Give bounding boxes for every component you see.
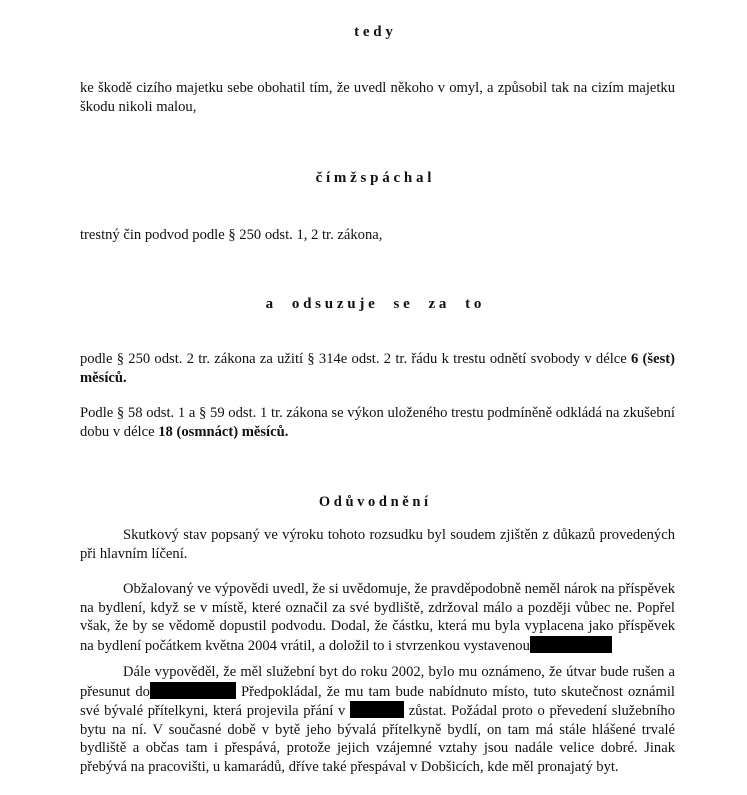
testimony-part-a: Dále vypověděl, že měl služební byt do roku 2002, bylo mu oznámeno, že útvar bude rušen a přesunut do <box>80 664 675 700</box>
redaction-block <box>350 701 404 718</box>
paragraph-probation <box>80 404 675 441</box>
testimony-part-b: Předpokládal, že mu tam bude nabídnuto místo, tuto skutečnost oznámil své bývalé přítelkyni, která projevila přání v <box>80 683 675 720</box>
redaction-block <box>150 682 236 699</box>
heading-odsuzuje: a o d s u z u j e s e z a t o <box>265 296 482 312</box>
testimony-part-c: zůstat. Požádal proto o převedení služebního bytu na ní. V současné době v bytě jeho bývalá přítelkyně bydlí, on tam má stále hlášené trvalé bydliště a občas tam i přespává, protože jejich vzájemné vztahy jsou nadále velice dobré. Jinak přebývá na pracovišti, u kamarádů, dříve také přespával v Dobšicích, kde měl pronajatý byt. <box>80 703 676 775</box>
sentence-text: podle § 250 odst. 2 tr. zákona za užití § 314e odst. 2 tr. řádu k trestu odnětí svobody v délce <box>80 351 627 367</box>
paragraph-crime: trestný čin podvod podle § 250 odst. 1, 2 tr. zákona, <box>80 227 383 243</box>
paragraph-testimony-continued <box>80 663 675 777</box>
paragraph-facts: Skutkový stav popsaný ve výroku tohoto rozsudku byl soudem zjištěn z důkazů provedených při hlavním líčení. <box>80 527 675 562</box>
heading-tedy: t e d y <box>354 24 393 40</box>
paragraph-testimony <box>80 580 675 655</box>
testimony-text: Obžalovaný ve výpovědi uvedl, že si uvědomuje, že pravděpodobně neměl nárok na příspěvek na bydlení, když se v místě, které označil za své bydliště, zdržoval málo a později vůbec ne. Popřel však, že by se vědomě dopustil podvodu. Dodal, že částku, která mu byla vyplacena jako příspěvek na bydlení počátkem května 2004 vrátil, a doložil to i stvrzenkou vystavenou <box>80 581 675 654</box>
paragraph-sentence <box>80 350 675 387</box>
heading-oduvodneni: O d ů v o d n ě n í <box>318 494 429 510</box>
paragraph-damage: ke škodě cizího majetku sebe obohatil tím, že uvedl někoho v omyl, a způsobil tak na cizím majetku škodu nikoli malou, <box>80 80 675 115</box>
redaction-block <box>530 636 612 653</box>
probation-text: Podle § 58 odst. 1 a § 59 odst. 1 tr. zákona se výkon uloženého trestu podmíněně odkládá na zkušební dobu v délce <box>80 405 675 440</box>
sentence-length: 6 (šest) měsíců. <box>80 351 675 386</box>
probation-length: 18 (osmnáct) měsíců. <box>158 423 289 440</box>
heading-cimz-spachal: č í m ž s p á c h a l <box>315 170 432 186</box>
